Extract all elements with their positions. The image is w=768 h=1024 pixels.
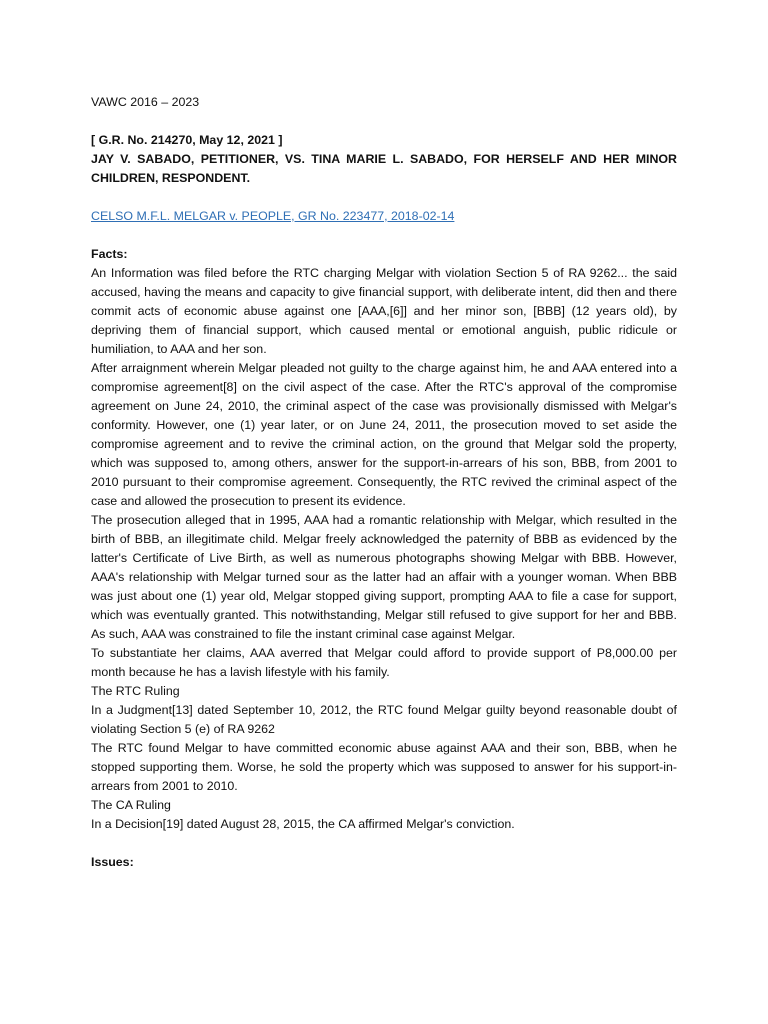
rtc-ruling-label: The RTC Ruling	[91, 684, 180, 698]
melgar-case-link[interactable]: CELSO M.F.L. MELGAR v. PEOPLE, GR No. 223477, 2018-02-14	[91, 209, 455, 223]
gr-number: [ G.R. No. 214270, May 12, 2021 ]	[91, 133, 283, 147]
rtc-paragraph-2: The RTC found Melgar to have committed economic abuse against AAA and their son, BBB, when he stopped supporting them. Worse, he sold the property which was supposed to answer for his support-in-arrears from 2001 to 2010.	[91, 741, 677, 793]
rtc-paragraph-1: In a Judgment[13] dated September 10, 2012, the RTC found Melgar guilty beyond reasonable doubt of violating Section 5 (e) of RA 9262	[91, 703, 677, 736]
ca-ruling-label: The CA Ruling	[91, 798, 171, 812]
facts-paragraph-3: The prosecution alleged that in 1995, AAA had a romantic relationship with Melgar, which resulted in the birth of BBB, an illegitimate child. Melgar freely acknowledged the paternity of BBB as evidenced by the latter's Certificate of Live Birth, as well as numerous photographs showing Melgar with BBB. However, AAA's relationship with Melgar turned sour as the latter had an affair with a younger woman. When BBB was just about one (1) year old, Melgar stopped giving support, prompting AAA to file a case for support, which was eventually granted. This notwithstanding, Melgar still refused to give support for her and BBB. As such, AAA was constrained to file the instant criminal case against Melgar.	[91, 513, 677, 641]
facts-paragraph-2: After arraignment wherein Melgar pleaded not guilty to the charge against him, he and AAA entered into a compromise agreement[8] on the civil aspect of the case. After the RTC's approval of the compromise agreement on June 24, 2010, the criminal aspect of the case was provisionally dismissed with Melgar's conformity. However, one (1) year later, or on June 24, 2011, the prosecution moved to set aside the compromise agreement and to revive the criminal action, on the ground that Melgar sold the property, which was supposed to, among others, answer for the support-in-arrears of his son, BBB, from 2001 to 2010 pursuant to their compromise agreement. Consequently, the RTC revived the criminal aspect of the case and allowed the prosecution to present its evidence.	[91, 361, 677, 508]
case-parties: JAY V. SABADO, PETITIONER, VS. TINA MARIE L. SABADO, FOR HERSELF AND HER MINOR CHILDREN, RESPONDENT.	[91, 152, 677, 185]
ca-paragraph-1: In a Decision[19] dated August 28, 2015, the CA affirmed Melgar's conviction.	[91, 817, 515, 831]
spacer	[91, 226, 677, 245]
facts-paragraph-1: An Information was filed before the RTC charging Melgar with violation Section 5 of RA 9262... the said accused, having the means and capacity to give financial support, with deliberate intent, did then and there commit acts of economic abuse against one [AAA,[6]] and her minor son, [BBB] (12 years old), by depriving them of financial support, which caused mental or emotional anguish, public ridicule or humiliation, to AAA and her son.	[91, 266, 677, 356]
facts-label: Facts:	[91, 247, 128, 261]
series-header: VAWC 2016 – 2023	[91, 95, 200, 109]
spacer	[91, 834, 677, 853]
issues-label: Issues:	[91, 855, 134, 869]
spacer	[91, 188, 677, 207]
facts-paragraph-4: To substantiate her claims, AAA averred that Melgar could afford to provide support of P8,000.00 per month because he has a lavish lifestyle with his family.	[91, 646, 677, 679]
